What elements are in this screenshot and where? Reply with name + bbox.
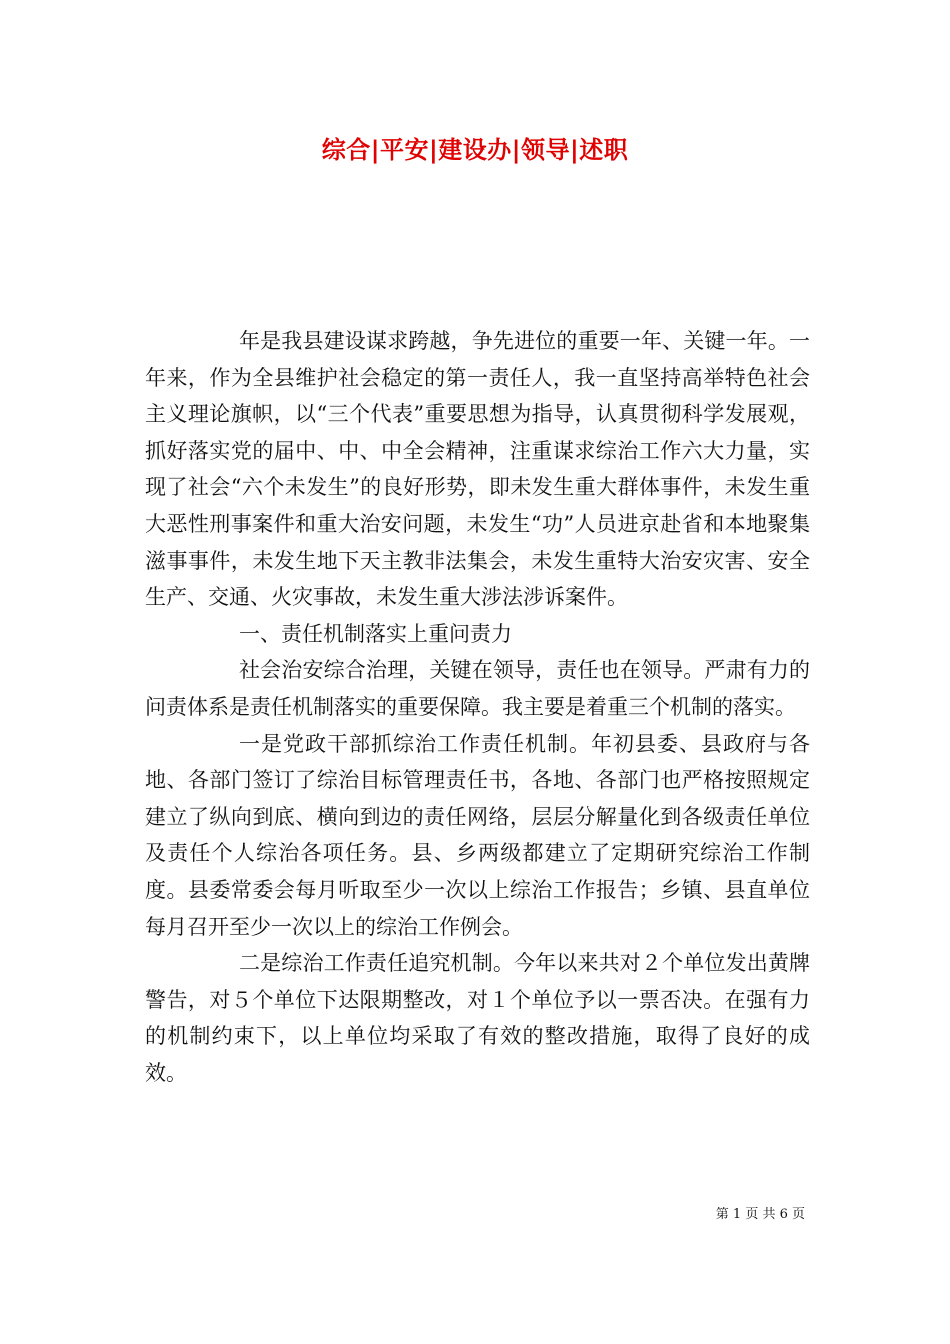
- paragraph-mechanism-1: 一是党政干部抓综治工作责任机制。年初县委、县政府与各地、各部门签订了综治目标管理责任书，各地、各部门也严格按照规定建立了纵向到底、横向到边的责任网络，层层分解量化到各级责任单位及责任个人综治各项任务。县、乡两级都建立了定期研究综治工作制度。县委常委会每月听取至少一次以上综治工作报告；乡镇、县直单位每月召开至少一次以上的综治工作例会。: [145, 731, 810, 939]
- page-number-footer: 第 1 页 共 6 页: [715, 1207, 805, 1222]
- document-body: [145, 323, 810, 1091]
- document-title: [0, 130, 950, 165]
- paragraph-mechanism-2: 二是综治工作责任追究机制。今年以来共对２个单位发出黄牌警告，对５个单位下达限期整改，对１个单位予以一票否决。在强有力的机制约束下，以上单位均采取了有效的整改措施，取得了良好的成效。: [145, 951, 810, 1085]
- document-title-text: 综合|平安|建设办|领导|述职: [321, 136, 629, 164]
- section-heading-1: 一、责任机制落实上重问责力: [239, 621, 512, 646]
- paragraph-intro: 年是我县建设谋求跨越，争先进位的重要一年、关键一年。一年来，作为全县维护社会稳定的第一责任人，我一直坚持高举特色社会主义理论旗帜，以“三个代表”重要思想为指导，认真贯彻科学发展观，抓好落实党的届中、中、中全会精神，注重谋求综治工作六大力量，实现了社会“六个未发生”的良好形势，即未发生重大群体事件，未发生重大恶性刑事案件和重大治安问题，未发生“功”人员进京赴省和本地聚集滋事事件，未发生地下天主教非法集会，未发生重特大治安灾害、安全生产、交通、火灾事故，未发生重大涉法涉诉案件。: [145, 329, 810, 610]
- paragraph-section-1-intro: 社会治安综合治理，关键在领导，责任也在领导。严肃有力的问责体系是责任机制落实的重要保障。我主要是着重三个机制的落实。: [145, 658, 810, 719]
